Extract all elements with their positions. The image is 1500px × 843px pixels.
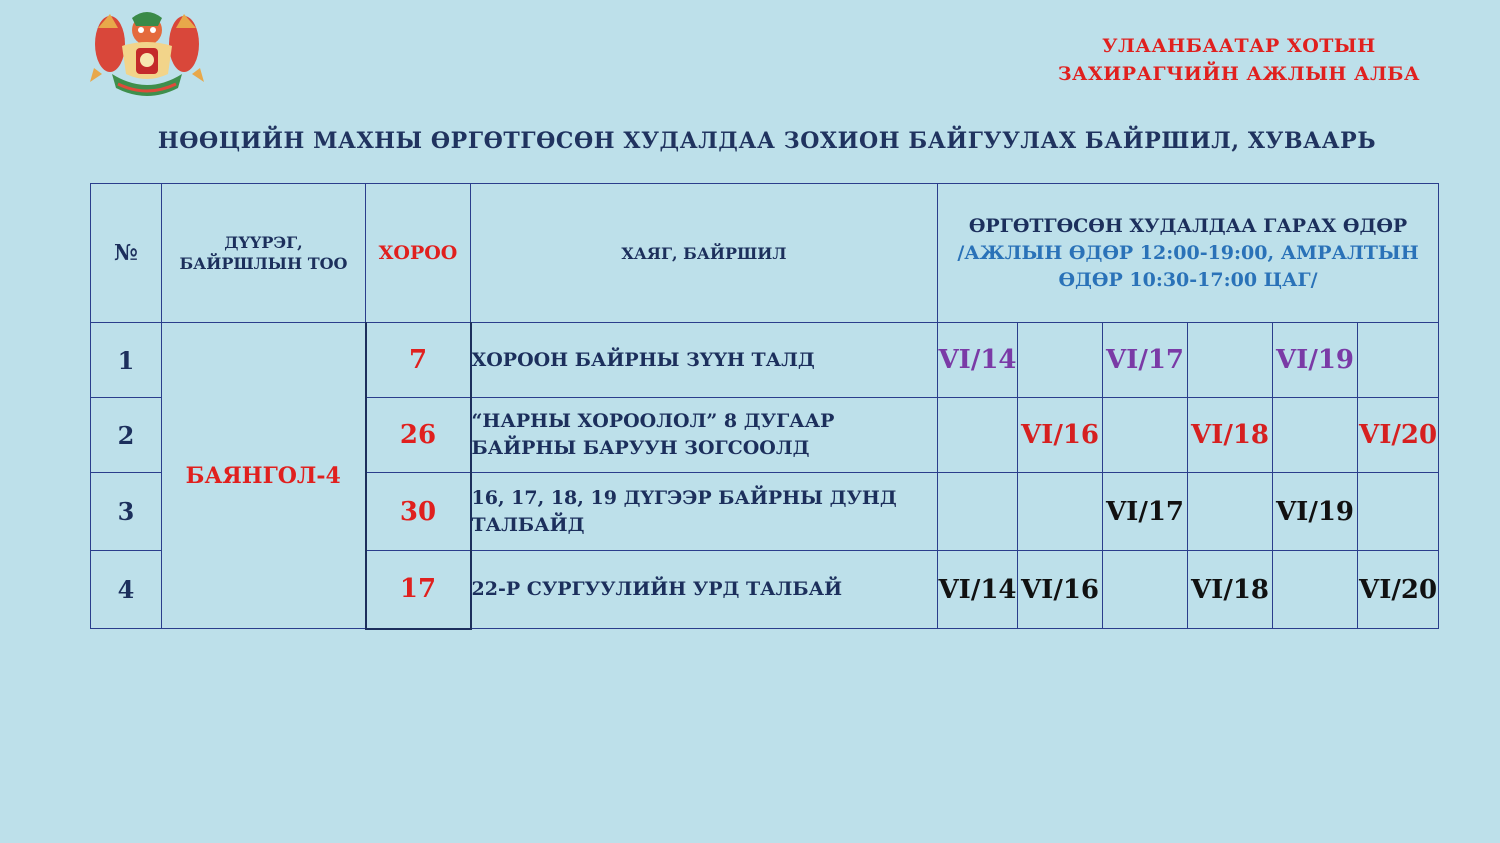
date-cell bbox=[1188, 473, 1273, 551]
address-line-2: БАЙРНЫ БАРУУН ЗОГСООЛД bbox=[471, 437, 810, 459]
date-cell: VI/18 bbox=[1188, 398, 1273, 473]
khoroo-cell: 17 bbox=[366, 551, 471, 629]
date-cell: VI/17 bbox=[1103, 323, 1188, 398]
khoroo-cell: 30 bbox=[366, 473, 471, 551]
header-district bbox=[162, 184, 366, 323]
date-cell bbox=[1188, 323, 1273, 398]
address-cell bbox=[471, 473, 938, 551]
date-cell bbox=[1273, 551, 1358, 629]
header-dates-line-1: ӨРГӨТГӨСӨН ХУДАЛДАА ГАРАХ ӨДӨР bbox=[968, 214, 1408, 237]
table-row bbox=[91, 323, 1439, 398]
date-cell: VI/17 bbox=[1103, 473, 1188, 551]
date-cell bbox=[1358, 323, 1439, 398]
header-dates-line-3: ӨДӨР 10:30-17:00 ЦАГ/ bbox=[1058, 268, 1318, 291]
address-line-1: ХОРООН БАЙРНЫ ЗҮҮН ТАЛД bbox=[471, 348, 815, 371]
date-cell bbox=[938, 398, 1018, 473]
schedule-table bbox=[90, 183, 1439, 630]
header-dates-line-2: /АЖЛЫН ӨДӨР 12:00-19:00, АМРАЛТЫН bbox=[957, 241, 1419, 264]
header-district-line-2: БАЙРШЛЫН ТОО bbox=[179, 254, 348, 273]
header-dates bbox=[938, 184, 1439, 323]
address-cell bbox=[471, 551, 938, 629]
date-cell: VI/20 bbox=[1358, 551, 1439, 629]
header-address: ХАЯГ, БАЙРШИЛ bbox=[471, 184, 938, 323]
row-number: 2 bbox=[91, 398, 162, 473]
date-cell bbox=[1273, 398, 1358, 473]
date-cell bbox=[1018, 473, 1103, 551]
header-number: № bbox=[91, 184, 162, 323]
date-cell: VI/19 bbox=[1273, 323, 1358, 398]
date-cell: VI/14 bbox=[938, 323, 1018, 398]
row-number: 4 bbox=[91, 551, 162, 629]
address-cell bbox=[471, 398, 938, 473]
header-row bbox=[91, 184, 1439, 323]
row-number: 1 bbox=[91, 323, 162, 398]
date-cell: VI/16 bbox=[1018, 551, 1103, 629]
district-cell: БАЯНГОЛ-4 bbox=[162, 323, 366, 629]
date-cell: VI/20 bbox=[1358, 398, 1439, 473]
date-cell: VI/19 bbox=[1273, 473, 1358, 551]
address-cell bbox=[471, 323, 938, 398]
org-line-1: УЛААНБААТАР ХОТЫН bbox=[1102, 35, 1376, 57]
organization-name bbox=[1058, 32, 1420, 88]
address-line-1: “НАРНЫ ХОРООЛОЛ” 8 ДУГААР bbox=[471, 410, 835, 432]
header-district-line-1: ДҮҮРЭГ, bbox=[224, 233, 303, 252]
date-cell bbox=[1018, 323, 1103, 398]
date-cell bbox=[1103, 398, 1188, 473]
khoroo-cell: 7 bbox=[366, 323, 471, 398]
emblem-logo bbox=[88, 8, 206, 104]
khoroo-cell: 26 bbox=[366, 398, 471, 473]
address-line-2: ТАЛБАЙД bbox=[471, 513, 585, 536]
date-cell bbox=[1358, 473, 1439, 551]
date-cell bbox=[1103, 551, 1188, 629]
header-khoroo: ХОРОО bbox=[366, 184, 471, 323]
row-number: 3 bbox=[91, 473, 162, 551]
date-cell: VI/14 bbox=[938, 551, 1018, 629]
date-cell: VI/16 bbox=[1018, 398, 1103, 473]
page-title: НӨӨЦИЙН МАХНЫ ӨРГӨТГӨСӨН ХУДАЛДАА ЗОХИОН БАЙГУУЛАХ БАЙРШИЛ, ХУВААРЬ bbox=[157, 128, 1377, 154]
date-cell: VI/18 bbox=[1188, 551, 1273, 629]
org-line-2: ЗАХИРАГЧИЙН АЖЛЫН АЛБА bbox=[1057, 63, 1420, 85]
date-cell bbox=[938, 473, 1018, 551]
address-line-1: 22-Р СУРГУУЛИЙН УРД ТАЛБАЙ bbox=[471, 578, 843, 600]
address-line-1: 16, 17, 18, 19 ДҮГЭЭР БАЙРНЫ ДУНД bbox=[471, 486, 897, 509]
